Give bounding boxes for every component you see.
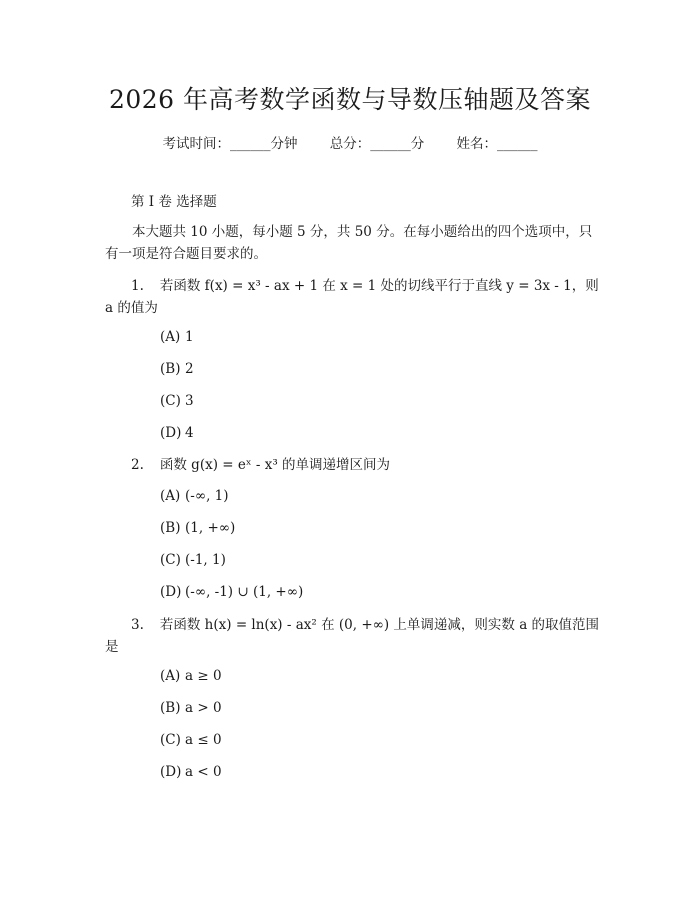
option-label: (D) (160, 764, 182, 780)
option-text: (-1, 1) (185, 552, 226, 568)
option-2d (160, 584, 303, 600)
section-instructions: 本大题共 10 小题，每小题 5 分，共 50 分。在每小题给出的四个选项中，只有一项是符合题目要求的。 (105, 224, 593, 262)
option-text: 4 (185, 425, 194, 441)
question-number: 2. (131, 457, 144, 473)
section-heading: 第 I 卷 选择题 (131, 194, 217, 210)
exam-time-field: 考试时间：______分钟 (162, 136, 298, 152)
option-3c (160, 732, 222, 748)
option-label: (B) (160, 520, 181, 536)
student-name-field: 姓名：______ (456, 136, 538, 152)
option-text: (-∞, -1) ∪ (1, +∞) (185, 584, 304, 600)
option-label: (D) (160, 584, 182, 600)
option-1b (160, 361, 194, 377)
question-number: 3. (131, 617, 144, 633)
total-score-field: 总分：______分 (329, 136, 425, 152)
option-label: (C) (160, 393, 181, 409)
option-label: (B) (160, 700, 181, 716)
option-text: (1, +∞) (185, 520, 236, 536)
question-1 (105, 275, 605, 319)
option-3d (160, 764, 222, 780)
option-text: 1 (185, 329, 194, 345)
option-label: (A) (160, 329, 181, 345)
option-2a (160, 488, 229, 504)
question-text: 函数 g(x) = eˣ - x³ 的单调递增区间为 (159, 457, 391, 473)
question-text: 若函数 h(x) = ln(x) - ax² 在 (0, +∞) 上单调递减，则实数 a 的取值范围是 (105, 617, 600, 655)
option-text: 2 (185, 361, 194, 377)
question-text: 若函数 f(x) = x³ - ax + 1 在 x = 1 处的切线平行于直线 y = 3x - 1，则 a 的值为 (105, 278, 599, 316)
option-label: (A) (160, 668, 181, 684)
option-text: a < 0 (185, 764, 222, 780)
option-1c (160, 393, 194, 409)
option-label: (A) (160, 488, 181, 504)
option-text: a ≥ 0 (185, 668, 222, 684)
option-3b (160, 700, 222, 716)
option-label: (D) (160, 425, 182, 441)
option-2c (160, 552, 226, 568)
option-1a (160, 329, 194, 345)
question-3 (105, 614, 605, 658)
option-label: (C) (160, 732, 181, 748)
question-2 (105, 454, 605, 476)
option-3a (160, 668, 222, 684)
option-label: (C) (160, 552, 181, 568)
option-label: (B) (160, 361, 181, 377)
option-2b (160, 520, 235, 536)
question-number: 1. (131, 278, 144, 294)
option-text: a ≤ 0 (185, 732, 222, 748)
option-1d (160, 425, 194, 441)
option-text: a > 0 (185, 700, 222, 716)
option-text: 3 (185, 393, 194, 409)
page-title: 2026 年高考数学函数与导数压轴题及答案 (108, 85, 592, 114)
option-text: (-∞, 1) (185, 488, 229, 504)
exam-meta (0, 132, 700, 152)
